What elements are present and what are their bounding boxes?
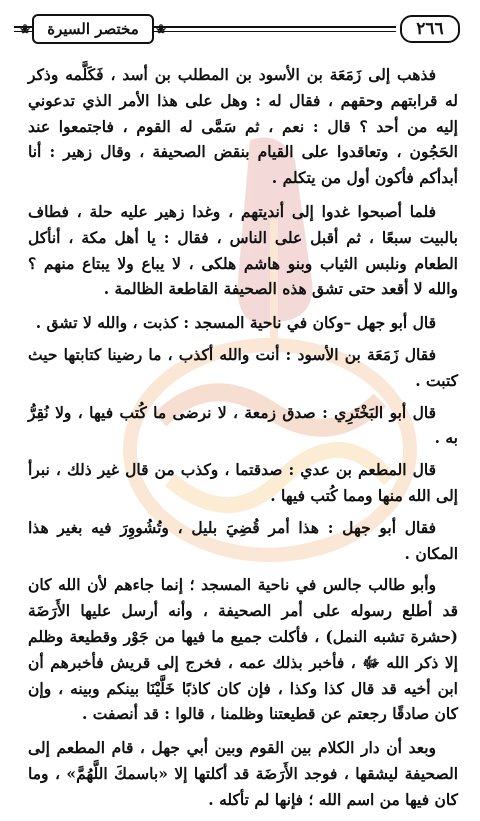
paragraph: فلما أصبحوا غدوا إلى أنديتهم ، وغدا زهير عليه حلة ، فطاف بالبيت سبعًا ، ثم أقبل على الناس ، فقال : يا أهل مكة ، أنأكل الطعام ونلبس الثياب وبنو هاشم هلكى ، لا يباع ولا يبتاع منهم ؟ والله لا أقعد حتى تشق هذه الصحيفة القاطعة الظالمة . xyxy=(28,201,458,299)
paragraph: قال المطعم بن عدي : صدقتما ، وكذب من قال غير ذلك ، نبرأ إلى الله منها ومما كُتب فيها . xyxy=(28,460,458,505)
page-header xyxy=(14,12,466,42)
book-title-box xyxy=(20,14,166,44)
ornament-icon: ❀ xyxy=(20,22,31,36)
paragraph: فقال أبو جهل : هذا أمر قُضِيَ بليل ، وتُشُووِرَ فيه بغير هذا المكان . xyxy=(28,517,458,563)
page-number: ٢٦٦ xyxy=(400,15,460,43)
paragraph: فذهب إلى زَمَعَة بن الأسود بن المطلب بن أسد ، فَكَلَّمه وذكر له قرابتهم وحقهم ، فقال له : وهل على هذا الأمر الذي تدعوني إليه من أحد ؟ قال : نعم ، ثم سَمَّى له القوم ، فاجتمعوا عند الحَجُون ، وتعاقدوا على القيام بنقض الصحيفة ، وقال زهير : أنا أبدأكم فأكون أول من يتكلم . xyxy=(28,65,458,188)
page-body xyxy=(28,62,458,821)
paragraph: قال أبو البَخْتَرِي : صدق زمعة ، لا نرضى ما كُتب فيها ، ولا نُقِرُّ به . xyxy=(28,402,458,448)
ornament-icon: ❀ xyxy=(155,22,166,36)
paragraph: فقال زَمَعَة بن الأسود : أنت والله أكذب ، ما رضينا كتابتها حيث كتبت . xyxy=(28,344,458,390)
paragraph: وبعد أن دار الكلام بين القوم وبين أبي جهل ، قام المطعم إلى الصحيفة ليشقها ، فوجد الأَرَضَة قد أكلتها إلا «باسمكَ اللَّهُمَّ» ، وما كان فيها من اسم الله ؛ فإنها لم تأكله . xyxy=(28,738,458,809)
paragraph: قال أبو جهل –وكان في ناحية المسجد : كذبت ، والله لا تشق . xyxy=(35,313,436,333)
paragraph: وأبو طالب جالس في ناحية المسجد ؛ إنما جاءهم لأن الله كان قد أطلع رسوله على أمر الصحيفة ، وأنه أرسل عليها الأَرَضَة (حشرة تشبه النمل) ، فأكلت جميع ما فيها من جَوْر وقطيعة وظلم إلا ذكر الله ﷻ ، فأخبر بذلك عمه ، فخرج إلى قريش فأخبرهم أن ابن أخيه قد قال كذا وكذا ، فإن كان كاذبًا خَلَّيْنَا بينكم وبينه ، وإن كان صادقًا رجعتم عن قطيعتنا وظلمنا ، قالوا : قد أنصفت . xyxy=(28,575,458,724)
book-title: مختصر السيرة xyxy=(47,20,139,38)
